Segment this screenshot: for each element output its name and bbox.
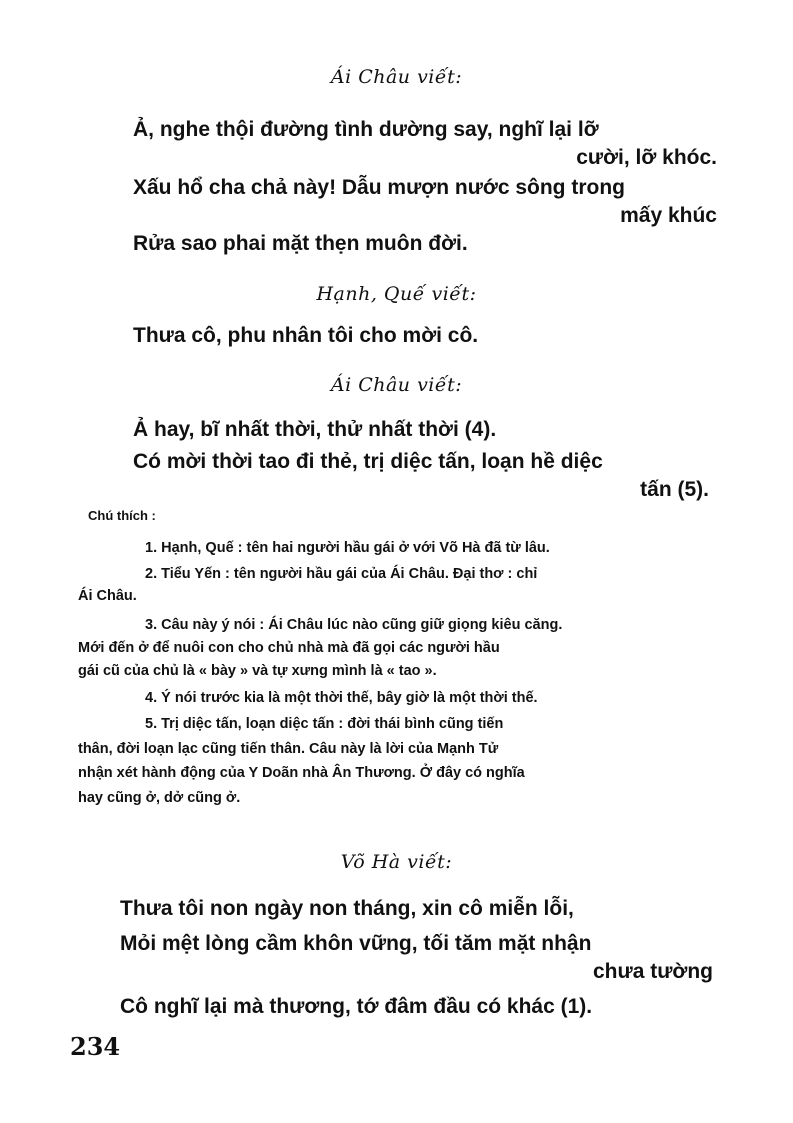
note-line: 3. Câu này ý nói : Ái Châu lúc nào cũng giữ giọng kiêu căng. [145,617,563,633]
page-number: 234 [70,1032,121,1061]
note-line: 4. Ý nói trước kia là một thời thế, bây giờ là một thời thế. [145,690,538,706]
speaker-heading-hanh-que: Hạnh, Quế viết: [316,283,477,305]
verse-line: Xấu hổ cha chả này! Dẫu mượn nước sông trong [133,176,625,199]
note-line: hay cũng ở, dở cũng ở. [78,790,241,806]
note-line: 1. Hạnh, Quế : tên hai người hầu gái ở với Võ Hà đã từ lâu. [145,540,550,556]
speaker-heading-vo-ha: Võ Hà viết: [340,851,453,873]
note-line: 5. Trị diệc tấn, loạn diệc tấn : đời thái bình cũng tiến [145,716,504,732]
note-line: gái cũ của chủ là « bày » và tự xưng mình là « tao ». [78,663,437,679]
verse-line-continuation: cười, lỡ khóc. [576,146,717,169]
verse-line: Ả hay, bĩ nhất thời, thử nhất thời (4). [133,418,497,441]
verse-line: Thưa cô, phu nhân tôi cho mời cô. [133,324,479,347]
verse-line-continuation: tấn (5). [640,478,709,501]
notes-title: Chú thích : [88,508,156,523]
verse-line: Mỏi mệt lòng cầm khôn vững, tối tăm mặt nhận [120,932,592,955]
note-line: nhận xét hành động của Y Doãn nhà Ân Thương. Ở đây có nghĩa [78,765,525,781]
verse-line-continuation: chưa tường [592,960,713,983]
verse-line: Thưa tôi non ngày non tháng, xin cô miễn lỗi, [120,897,574,920]
note-line: Ái Châu. [78,588,137,604]
note-line: thân, đời loạn lạc cũng tiến thân. Câu này là lời của Mạnh Tử [78,741,499,757]
speaker-heading-ai-chau-1: Ái Châu viết: [330,66,463,88]
note-line: Mới đến ở để nuôi con cho chủ nhà mà đã gọi các người hầu [78,640,500,656]
verse-line: Rửa sao phai mặt thẹn muôn đời. [133,232,468,255]
note-line: 2. Tiểu Yến : tên người hầu gái của Ái Châu. Đại thơ : chỉ [145,566,538,582]
verse-line: Có mời thời tao đi thẻ, trị diệc tấn, loạn hề diệc [133,450,603,473]
verse-line: Ả, nghe thội đường tình dường say, nghĩ lại lỡ [133,118,599,141]
verse-line-continuation: mấy khúc [620,204,717,227]
speaker-heading-ai-chau-2: Ái Châu viết: [330,374,463,396]
verse-line: Cô nghĩ lại mà thương, tớ đâm đầu có khác (1). [120,995,593,1018]
